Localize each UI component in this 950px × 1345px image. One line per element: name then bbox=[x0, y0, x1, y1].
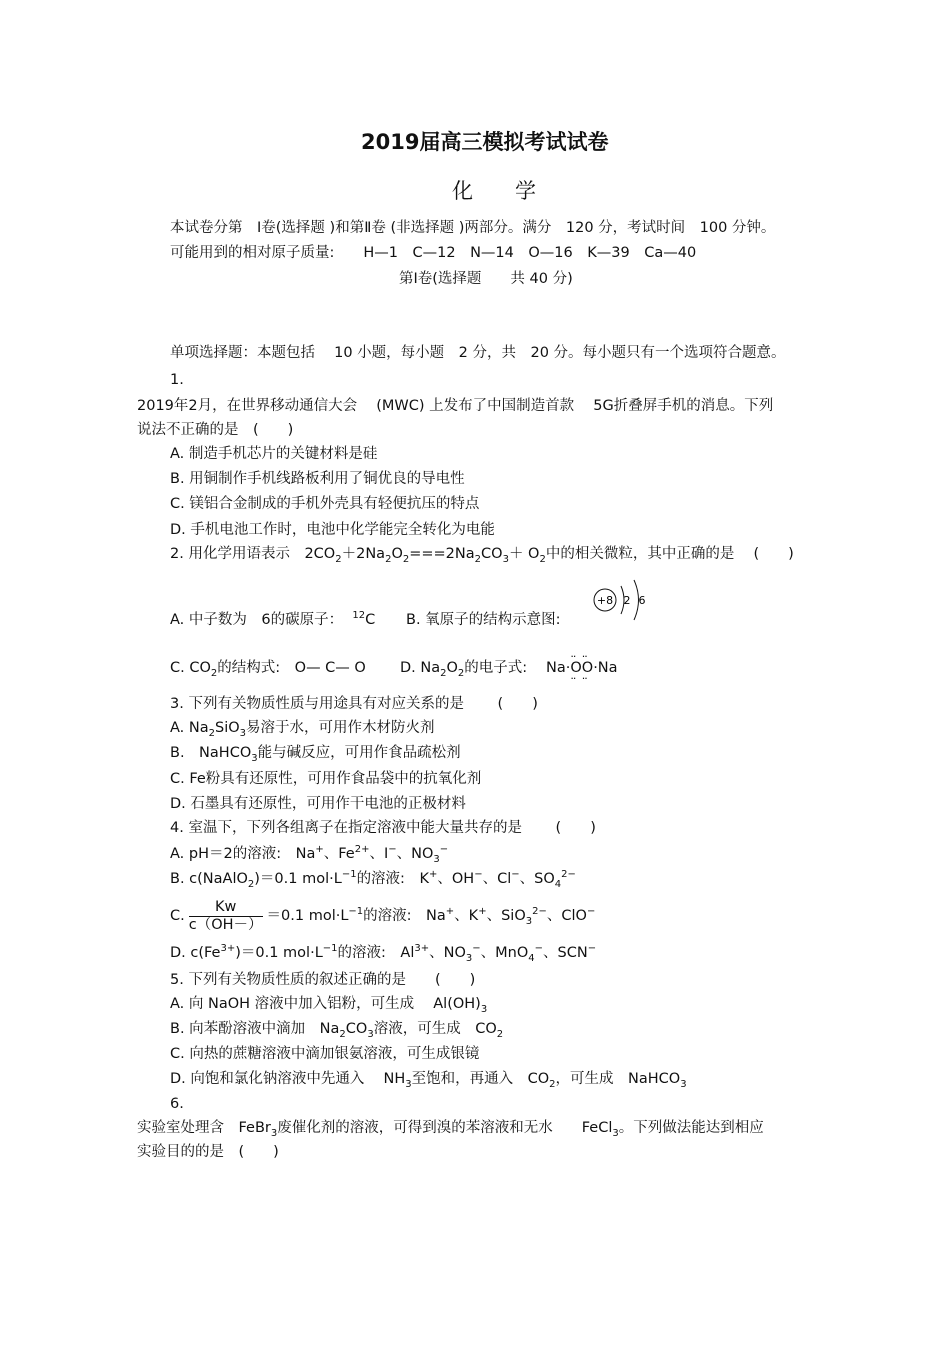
instruction: 单项选择题：本题包括 10 小题，每小题 2 分，共 20 分。每小题只有一个选项符合题意。 bbox=[170, 345, 786, 361]
question-stem: 实验目的的是 ( ) bbox=[137, 1144, 279, 1160]
question-number: 1. bbox=[170, 372, 184, 388]
question-stem: 2. 用化学用语表示 $2CO_2+2Na_2O_2===2Na_2CO_3+ O_2$中的相关微粒，其中正确的是 ( ) bbox=[170, 546, 794, 565]
question-number: 6. bbox=[170, 1096, 184, 1112]
option-b: B. NaHCO$_3$能与碱反应，可用作食品疏松剂 bbox=[170, 745, 461, 764]
electron-dot-formula: Na··· O ···· O ···Na bbox=[546, 658, 618, 678]
question-stem: 5. 下列有关物质性质的叙述正确的是 ( ) bbox=[170, 972, 476, 988]
option-b: B. 用铜制作手机线路板利用了铜优良的导电性 bbox=[170, 471, 465, 487]
option-a: A. 制造手机芯片的关键材料是硅 bbox=[170, 446, 378, 462]
atom-shell-1: 2 bbox=[623, 594, 631, 607]
option-a: A. $Na_2SiO_3$易溶于水，可用作木材防火剂 bbox=[170, 720, 435, 739]
option-d: D. 手机电池工作时，电池中化学能完全转化为电能 bbox=[170, 522, 495, 538]
option-d: D. $c(Fe^{3+})=0.1$ $mol\cdot L^{-1}$的溶液: $Al^{3+}$、$NO_3^-$、MnO$_4$−、SCN− bbox=[170, 943, 597, 964]
option-c: C. Fe粉具有还原性，可用作食品袋中的抗氧化剂 bbox=[170, 771, 482, 787]
section-heading: 第Ⅰ卷(选择题 共 40 分) bbox=[399, 271, 573, 287]
oxygen-atom-diagram bbox=[590, 577, 650, 623]
atomic-mass-line: 可能用到的相对原子质量: H—1 C—12 N—14 O—16 K—39 Ca—40 bbox=[170, 245, 697, 261]
atom-nucleus: +8 bbox=[596, 594, 614, 607]
page-title: 2019届高三模拟考试试卷 bbox=[361, 130, 609, 154]
question-stem: 2019年2月，在世界移动通信大会 (MWC) 上发布了中国制造首款 5G折叠屏手机的消息。下列 bbox=[137, 398, 774, 414]
option-c: C. $\frac{Kw}{c(OH-)}$ ＝0.1 $mol\cdot L^{-1}$的溶液: Na+、K+、SiO$_3^{2-}$、ClO− bbox=[170, 898, 596, 933]
option-a: A. 中子数为 6的碳原子： $^{12}$C bbox=[170, 610, 376, 628]
question-stem: 说法不正确的是 ( ) bbox=[137, 422, 294, 438]
option-c: C. 向热的蔗糖溶液中滴加银氨溶液，可生成银镜 bbox=[170, 1046, 480, 1062]
question-stem: 4. 室温下，下列各组离子在指定溶液中能大量共存的是 ( ) bbox=[170, 820, 596, 836]
option-b: B. c(NaAlO$_2$)＝0.1 $mol\cdot L^{-1}$的溶液: K+、OH−、Cl−、$SO_4^{2-}$ bbox=[170, 869, 576, 890]
kw-fraction: $\frac{Kw}{c(OH-)}$ bbox=[188, 898, 263, 933]
subject-title: 化 学 bbox=[452, 179, 536, 203]
option-a: A. pH＝2的溶液: Na+、$Fe^{2+}$、I−、$NO_3^-$ bbox=[170, 844, 449, 865]
intro-line: 本试卷分第 Ⅰ卷(选择题 )和第Ⅱ卷 (非选择题 )两部分。满分 120 分，考试时间 100 分钟。 bbox=[170, 220, 776, 236]
atom-shell-2: 6 bbox=[638, 594, 646, 607]
option-a: A. 向 NaOH 溶液中加入铝粉，可生成 $Al(OH)_3$ bbox=[170, 996, 488, 1015]
option-c: C. 镁铝合金制成的手机外壳具有轻便抗压的特点 bbox=[170, 496, 480, 512]
option-d: D. 石墨具有还原性，可用作干电池的正极材料 bbox=[170, 796, 466, 812]
option-d: D. 向饱和氯化钠溶液中先通入 $NH_3$至饱和，再通入 $CO_2$，可生成 NaHCO$_3$ bbox=[170, 1071, 687, 1090]
option-b: B. 氧原子的结构示意图: bbox=[406, 612, 561, 628]
question-stem: 实验室处理含 FeBr$_3$废催化剂的溶液，可得到溴的苯溶液和无水 FeCl$_3$。下列做法能达到相应 bbox=[137, 1120, 764, 1139]
question-stem: 3. 下列有关物质性质与用途具有对应关系的是 ( ) bbox=[170, 696, 538, 712]
option-c: C. $CO_2$的结构式: O— C— O bbox=[170, 660, 366, 679]
option-b: B. 向苯酚溶液中滴加 $Na_2CO_3$溶液，可生成 $CO_2$ bbox=[170, 1021, 504, 1040]
option-d: D. $Na_2O_2$的电子式: bbox=[400, 660, 528, 679]
